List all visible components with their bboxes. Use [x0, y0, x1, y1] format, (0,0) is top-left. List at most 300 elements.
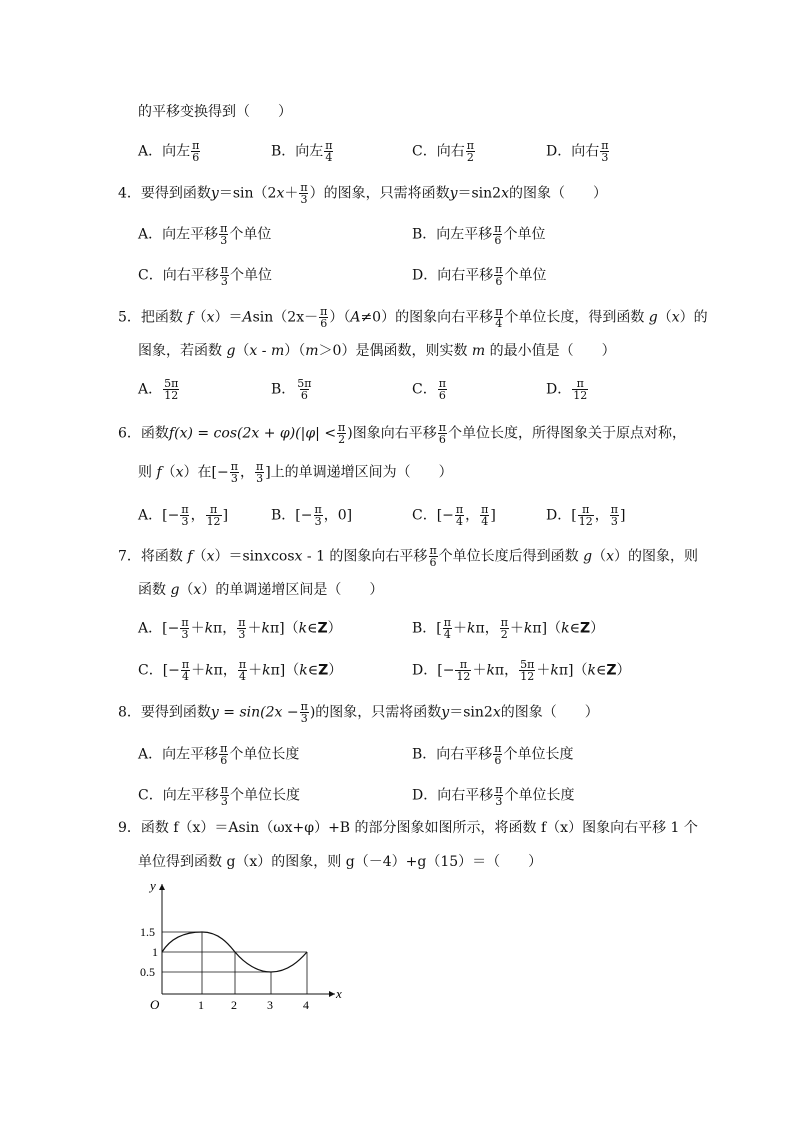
numerator: π: [455, 503, 464, 516]
option-text: [−: [162, 507, 180, 524]
var: x: [206, 548, 215, 565]
denominator: 3: [230, 472, 238, 485]
q3-stem-tail: 的平移变换得到（ ）: [138, 104, 292, 120]
q5-stem-line2: [138, 341, 616, 361]
fraction: [428, 545, 437, 568]
var: m: [270, 343, 285, 359]
var: A: [242, 309, 253, 326]
option-text: ，: [190, 507, 205, 524]
stem-text: ＋: [284, 185, 299, 202]
numerator: π: [209, 503, 218, 516]
option-text: ]（: [279, 662, 300, 679]
q7-stem-line1: [118, 545, 698, 568]
y-tick-label: 1: [152, 945, 158, 959]
denominator: 6: [494, 754, 502, 767]
var: x: [671, 309, 680, 326]
x-tick-label: 1: [198, 998, 204, 1012]
numerator: π: [500, 616, 508, 629]
fraction: [180, 617, 189, 640]
denominator: 4: [456, 515, 464, 528]
q6-option-b[interactable]: [271, 504, 352, 527]
numerator: π: [181, 616, 189, 629]
q7-option-b[interactable]: [412, 617, 604, 640]
fraction: [443, 617, 452, 640]
option-label: B．: [271, 143, 296, 160]
var: g: [226, 343, 236, 359]
numerator: π: [438, 377, 446, 390]
q4-option-c[interactable]: [138, 264, 272, 287]
option-text: ＋: [509, 620, 524, 637]
q7-option-a[interactable]: [138, 617, 342, 640]
numerator: π: [220, 742, 228, 755]
stem-text: ）＝sin: [214, 548, 264, 565]
denominator: 6: [192, 151, 200, 164]
stem-text: 个单位长度后得到函数: [438, 548, 584, 565]
option-label: C．: [138, 787, 163, 804]
numerator: π: [300, 700, 308, 713]
option-text: ）: [616, 662, 631, 679]
q6-option-a[interactable]: [138, 504, 228, 527]
option-text: ]: [490, 507, 496, 524]
var: m: [471, 343, 486, 359]
denominator: 6: [220, 754, 228, 767]
option-text: ＋: [247, 620, 262, 637]
fraction: [324, 140, 333, 163]
fraction: [255, 461, 264, 484]
fraction: [206, 504, 222, 527]
q8-option-b[interactable]: [412, 743, 574, 766]
option-text: ，: [222, 662, 237, 679]
numerator: π: [238, 616, 246, 629]
option-label: D．: [412, 787, 438, 804]
var: k: [486, 662, 495, 679]
stem-text: 把函数: [140, 309, 188, 326]
option-text: π: [475, 620, 485, 637]
fraction: [600, 140, 609, 163]
numerator: π: [443, 616, 451, 629]
denominator: 3: [300, 193, 308, 206]
var: y: [449, 185, 458, 202]
var: f: [187, 548, 193, 565]
option-label: A．: [138, 746, 163, 763]
q9-graph: [140, 876, 350, 1016]
q8-option-a[interactable]: [138, 743, 299, 766]
y-axis-label: y: [150, 878, 156, 893]
fraction: [219, 743, 228, 766]
x-tick-label: 3: [267, 998, 273, 1012]
formula: f(x) = cos(2x + φ)(|φ| <: [168, 425, 337, 442]
numerator: π: [338, 421, 346, 434]
option-text: ）: [328, 662, 343, 679]
fraction: [493, 223, 502, 246]
option-text: 个单位长度: [504, 787, 575, 804]
option-text: π: [558, 662, 569, 679]
stem-text: 函数: [138, 582, 171, 598]
var: g: [170, 582, 180, 598]
numerator: π: [230, 460, 238, 473]
denominator: 6: [429, 556, 437, 569]
option-text: [: [436, 620, 442, 637]
y-tick-label: 1.5: [140, 925, 155, 939]
option-text: π: [532, 620, 542, 637]
stem-text: 要得到函数: [140, 185, 211, 202]
question-number: 7．: [118, 548, 141, 565]
fraction: [455, 659, 471, 682]
y-tick-label: 0.5: [140, 965, 155, 979]
numerator: π: [181, 658, 190, 671]
q5-option-b[interactable]: [271, 378, 314, 401]
stem-text: 个单位长度，所得图象关于原点对称，: [447, 425, 686, 442]
stem-text: ）的图象，只需将函数: [309, 185, 450, 202]
option-label: C．: [138, 267, 163, 284]
fraction: [494, 264, 503, 287]
denominator: 6: [320, 317, 328, 330]
denominator: 6: [438, 389, 446, 402]
var: k: [299, 662, 308, 679]
fraction: [438, 378, 447, 401]
option-label: A．: [138, 620, 163, 637]
stem-text: ）的: [679, 309, 708, 326]
fraction: [610, 504, 619, 527]
q9-stem-line2: 单位得到函数 g（x）的图象，则 g（－4）+g（15）＝（ ）: [138, 854, 543, 870]
var: g: [583, 548, 593, 565]
stem-text: ，: [239, 464, 254, 481]
fraction: [163, 378, 179, 401]
numerator: π: [325, 139, 333, 152]
option-text: 向左平移: [162, 787, 219, 804]
stem-text: ＝sin2: [457, 185, 502, 202]
var: k: [467, 620, 476, 637]
numerator: π: [192, 139, 200, 152]
q9-stem-line1: 9．函数 f（x）＝Asin（ωx+φ）+B 的部分图象如图所示，将函数 f（x）图象向右平移 1 个: [118, 820, 698, 836]
denominator: 6: [438, 433, 446, 446]
stem-text: （: [592, 548, 607, 565]
option-label: B．: [412, 746, 437, 763]
option-text: ）: [590, 620, 605, 637]
stem-text: ＞0）是偶函数，则实数: [318, 343, 472, 359]
var: x: [175, 464, 184, 481]
var: x: [193, 582, 202, 598]
question-number: 6．: [118, 425, 141, 442]
numerator: π: [495, 783, 503, 796]
numerator: π: [494, 742, 502, 755]
q4-option-b[interactable]: [412, 223, 546, 246]
numerator: π: [582, 503, 590, 516]
option-text: ，: [504, 662, 519, 679]
option-text: 向右平移: [437, 787, 494, 804]
numerator: π: [220, 263, 228, 276]
numerator: 5π: [297, 377, 312, 390]
option-label: D．: [412, 662, 438, 679]
option-text: ，: [594, 507, 609, 524]
fraction: [337, 422, 346, 445]
option-label: A．: [138, 381, 163, 398]
fraction: [494, 306, 503, 329]
var: k: [550, 662, 559, 679]
option-text: π: [269, 620, 280, 637]
option-text: 向左: [162, 143, 191, 160]
denominator: 2: [466, 151, 474, 164]
q8-option-c[interactable]: [138, 784, 300, 807]
fraction: [519, 659, 535, 682]
denominator: 12: [578, 515, 593, 528]
option-text: π: [213, 620, 223, 637]
option-text: [−: [436, 507, 454, 524]
q6-stem-line1: [118, 422, 686, 445]
option-text: [−: [162, 662, 180, 679]
q8-stem: [118, 701, 599, 724]
option-text: 个单位: [229, 226, 272, 243]
fraction: [314, 504, 323, 527]
denominator: 6: [495, 275, 503, 288]
denominator: 12: [456, 670, 471, 683]
numerator: π: [320, 305, 328, 318]
option-label: A．: [138, 143, 163, 160]
denominator: 4: [325, 151, 333, 164]
var: k: [523, 620, 533, 637]
option-text: ＋: [472, 662, 487, 679]
question-number: 4．: [118, 185, 141, 202]
q3-option-a[interactable]: [138, 140, 201, 163]
option-text: 个单位长度: [503, 746, 574, 763]
q6-stem-line2: [138, 461, 453, 484]
stem-text: ＝sin2: [449, 704, 493, 721]
option-text: ∈: [596, 662, 607, 679]
var: x: [294, 548, 303, 565]
option-label: B．: [412, 226, 437, 243]
stem-text: )的图象，只需将函数: [309, 704, 442, 721]
q7-option-d[interactable]: [412, 659, 631, 682]
numerator: π: [481, 503, 489, 516]
denominator: 12: [164, 389, 179, 402]
option-label: C．: [412, 143, 437, 160]
var: m: [305, 343, 319, 359]
option-label: D．: [546, 381, 572, 398]
denominator: 3: [220, 795, 228, 808]
origin-label: O: [150, 997, 160, 1012]
q5-option-d[interactable]: [546, 378, 589, 401]
option-text: 个单位: [503, 226, 546, 243]
stem-text: )图象向右平移: [347, 425, 437, 442]
q4-option-a[interactable]: [138, 223, 271, 246]
var: k: [204, 620, 214, 637]
option-text: ∈: [569, 620, 580, 637]
option-text: ]: [619, 507, 626, 524]
numerator: π: [576, 377, 584, 390]
option-text: 向右平移: [162, 267, 219, 284]
stem-text: 个单位长度，得到函数: [504, 309, 649, 326]
stem-text: 的图象（ ）: [500, 704, 599, 721]
option-text: ＋: [190, 620, 205, 637]
option-text: ]: [222, 507, 229, 524]
q4-option-d[interactable]: [412, 264, 546, 287]
var: x: [606, 548, 614, 565]
set-z: Z: [318, 662, 329, 679]
stem-text: （: [161, 464, 176, 481]
q5-stem-line1: [118, 306, 708, 329]
stem-text: ]上的单调递增区间为（ ）: [265, 464, 453, 481]
option-text: ∈: [307, 662, 319, 679]
option-text: 向左平移: [162, 746, 219, 763]
fraction: [230, 461, 239, 484]
numerator: π: [429, 544, 437, 557]
stem-text: - 1 的图象向右平移: [302, 548, 428, 565]
stem-text: （: [192, 548, 207, 565]
option-label: D．: [546, 143, 572, 160]
set-z: Z: [317, 620, 328, 637]
option-text: π: [494, 662, 505, 679]
option-text: ＋: [536, 662, 551, 679]
option-text: ]（: [568, 662, 588, 679]
fraction: [578, 504, 594, 527]
stem-text: x－: [296, 309, 319, 326]
stem-text: （: [192, 309, 207, 326]
q5-option-c[interactable]: [412, 378, 448, 401]
fraction: [480, 504, 489, 527]
option-text: 向左平移: [162, 226, 219, 243]
fraction: [455, 504, 464, 527]
option-text: [−: [295, 507, 313, 524]
var: x: [249, 343, 258, 359]
var: k: [587, 662, 596, 679]
denominator: 3: [314, 515, 322, 528]
denominator: 3: [181, 628, 189, 641]
numerator: π: [300, 181, 308, 194]
x-axis-label: x: [336, 986, 342, 1001]
var: k: [298, 620, 308, 637]
option-text: ＋: [248, 662, 263, 679]
q3-option-c[interactable]: [412, 140, 476, 163]
numerator: π: [459, 658, 468, 671]
numerator: 5π: [520, 658, 535, 671]
numerator: π: [314, 503, 322, 516]
stem-text: ）的图象，则: [614, 548, 698, 565]
denominator: 3: [220, 275, 228, 288]
fraction: [494, 784, 503, 807]
option-text: 个单位: [504, 267, 547, 284]
denominator: 3: [300, 712, 308, 725]
numerator: π: [238, 658, 247, 671]
numerator: π: [466, 139, 474, 152]
fraction: [181, 659, 190, 682]
stem-text: ＝sin（2: [218, 185, 277, 202]
fraction: [300, 701, 309, 724]
option-label: B．: [271, 381, 296, 398]
option-text: ，: [484, 620, 499, 637]
option-text: 向右平移: [436, 746, 493, 763]
stem-text: sin（2: [252, 309, 297, 326]
fraction: [237, 617, 246, 640]
q6-option-d[interactable]: [546, 504, 625, 527]
numerator: π: [601, 139, 609, 152]
var: f: [187, 309, 193, 326]
stem-text: 图象，若函数: [138, 343, 227, 359]
stem-text: 将函数: [140, 548, 188, 565]
question-number: 8．: [118, 704, 141, 721]
stem-text: -: [257, 343, 271, 359]
option-text: 向右: [571, 143, 600, 160]
q3-option-d[interactable]: [546, 140, 610, 163]
denominator: 6: [300, 389, 308, 402]
fraction: [438, 422, 447, 445]
numerator: π: [255, 460, 264, 473]
denominator: 3: [610, 515, 618, 528]
denominator: 3: [601, 151, 609, 164]
denominator: 4: [495, 317, 503, 330]
stem-text: ）＝: [214, 309, 243, 326]
fraction: [296, 378, 312, 401]
option-label: C．: [138, 662, 163, 679]
formula: y = sin(2x −: [210, 704, 299, 721]
option-text: [−: [437, 662, 455, 679]
var: k: [205, 662, 214, 679]
stem-text: （: [235, 343, 250, 359]
var: f: [156, 464, 162, 481]
var: y: [441, 704, 450, 721]
denominator: 3: [220, 234, 228, 247]
option-text: ＋: [453, 620, 467, 637]
option-label: A．: [138, 507, 163, 524]
option-label: B．: [412, 620, 437, 637]
fraction: [500, 617, 509, 640]
denominator: 12: [520, 670, 535, 683]
stem-text: 的图象（ ）: [509, 185, 607, 202]
stem-text: ）的单调递增区间是（ ）: [201, 582, 384, 598]
denominator: 4: [481, 515, 489, 528]
denominator: 4: [443, 628, 451, 641]
q7-stem-line2: [138, 580, 383, 600]
option-label: B．: [271, 507, 296, 524]
stem-text: ≠0）的图象向右平移: [360, 309, 494, 326]
fraction: [180, 504, 189, 527]
option-text: ∈: [307, 620, 318, 637]
stem-text: （: [657, 309, 672, 326]
option-text: 向右平移: [437, 267, 494, 284]
option-text: ）: [327, 620, 342, 637]
q4-stem: [118, 182, 607, 205]
option-text: ，: [465, 507, 480, 524]
numerator: π: [610, 503, 618, 516]
numerator: π: [495, 263, 503, 276]
q5-option-a[interactable]: [138, 378, 180, 401]
numerator: π: [438, 421, 446, 434]
var: x: [501, 185, 509, 202]
q8-option-d[interactable]: [412, 784, 574, 807]
option-text: 向右: [436, 143, 465, 160]
var: k: [561, 620, 570, 637]
numerator: π: [220, 222, 228, 235]
option-text: ，0]: [323, 507, 353, 524]
fraction: [319, 306, 328, 329]
option-label: C．: [412, 507, 437, 524]
fraction: [219, 223, 228, 246]
denominator: 4: [238, 670, 246, 683]
option-text: ，: [222, 620, 237, 637]
var: k: [262, 662, 271, 679]
q6-option-c[interactable]: [412, 504, 496, 527]
var: x: [276, 185, 285, 202]
var: A: [350, 309, 361, 326]
option-text: 个单位长度: [229, 787, 300, 804]
stem-text: 的最小值是（ ）: [485, 343, 616, 359]
q7-option-c[interactable]: [138, 659, 342, 682]
var: g: [648, 309, 658, 326]
q3-option-b[interactable]: [271, 140, 335, 163]
option-text: 向左平移: [436, 226, 493, 243]
option-label: D．: [546, 507, 572, 524]
denominator: 12: [573, 389, 588, 402]
numerator: π: [220, 783, 228, 796]
